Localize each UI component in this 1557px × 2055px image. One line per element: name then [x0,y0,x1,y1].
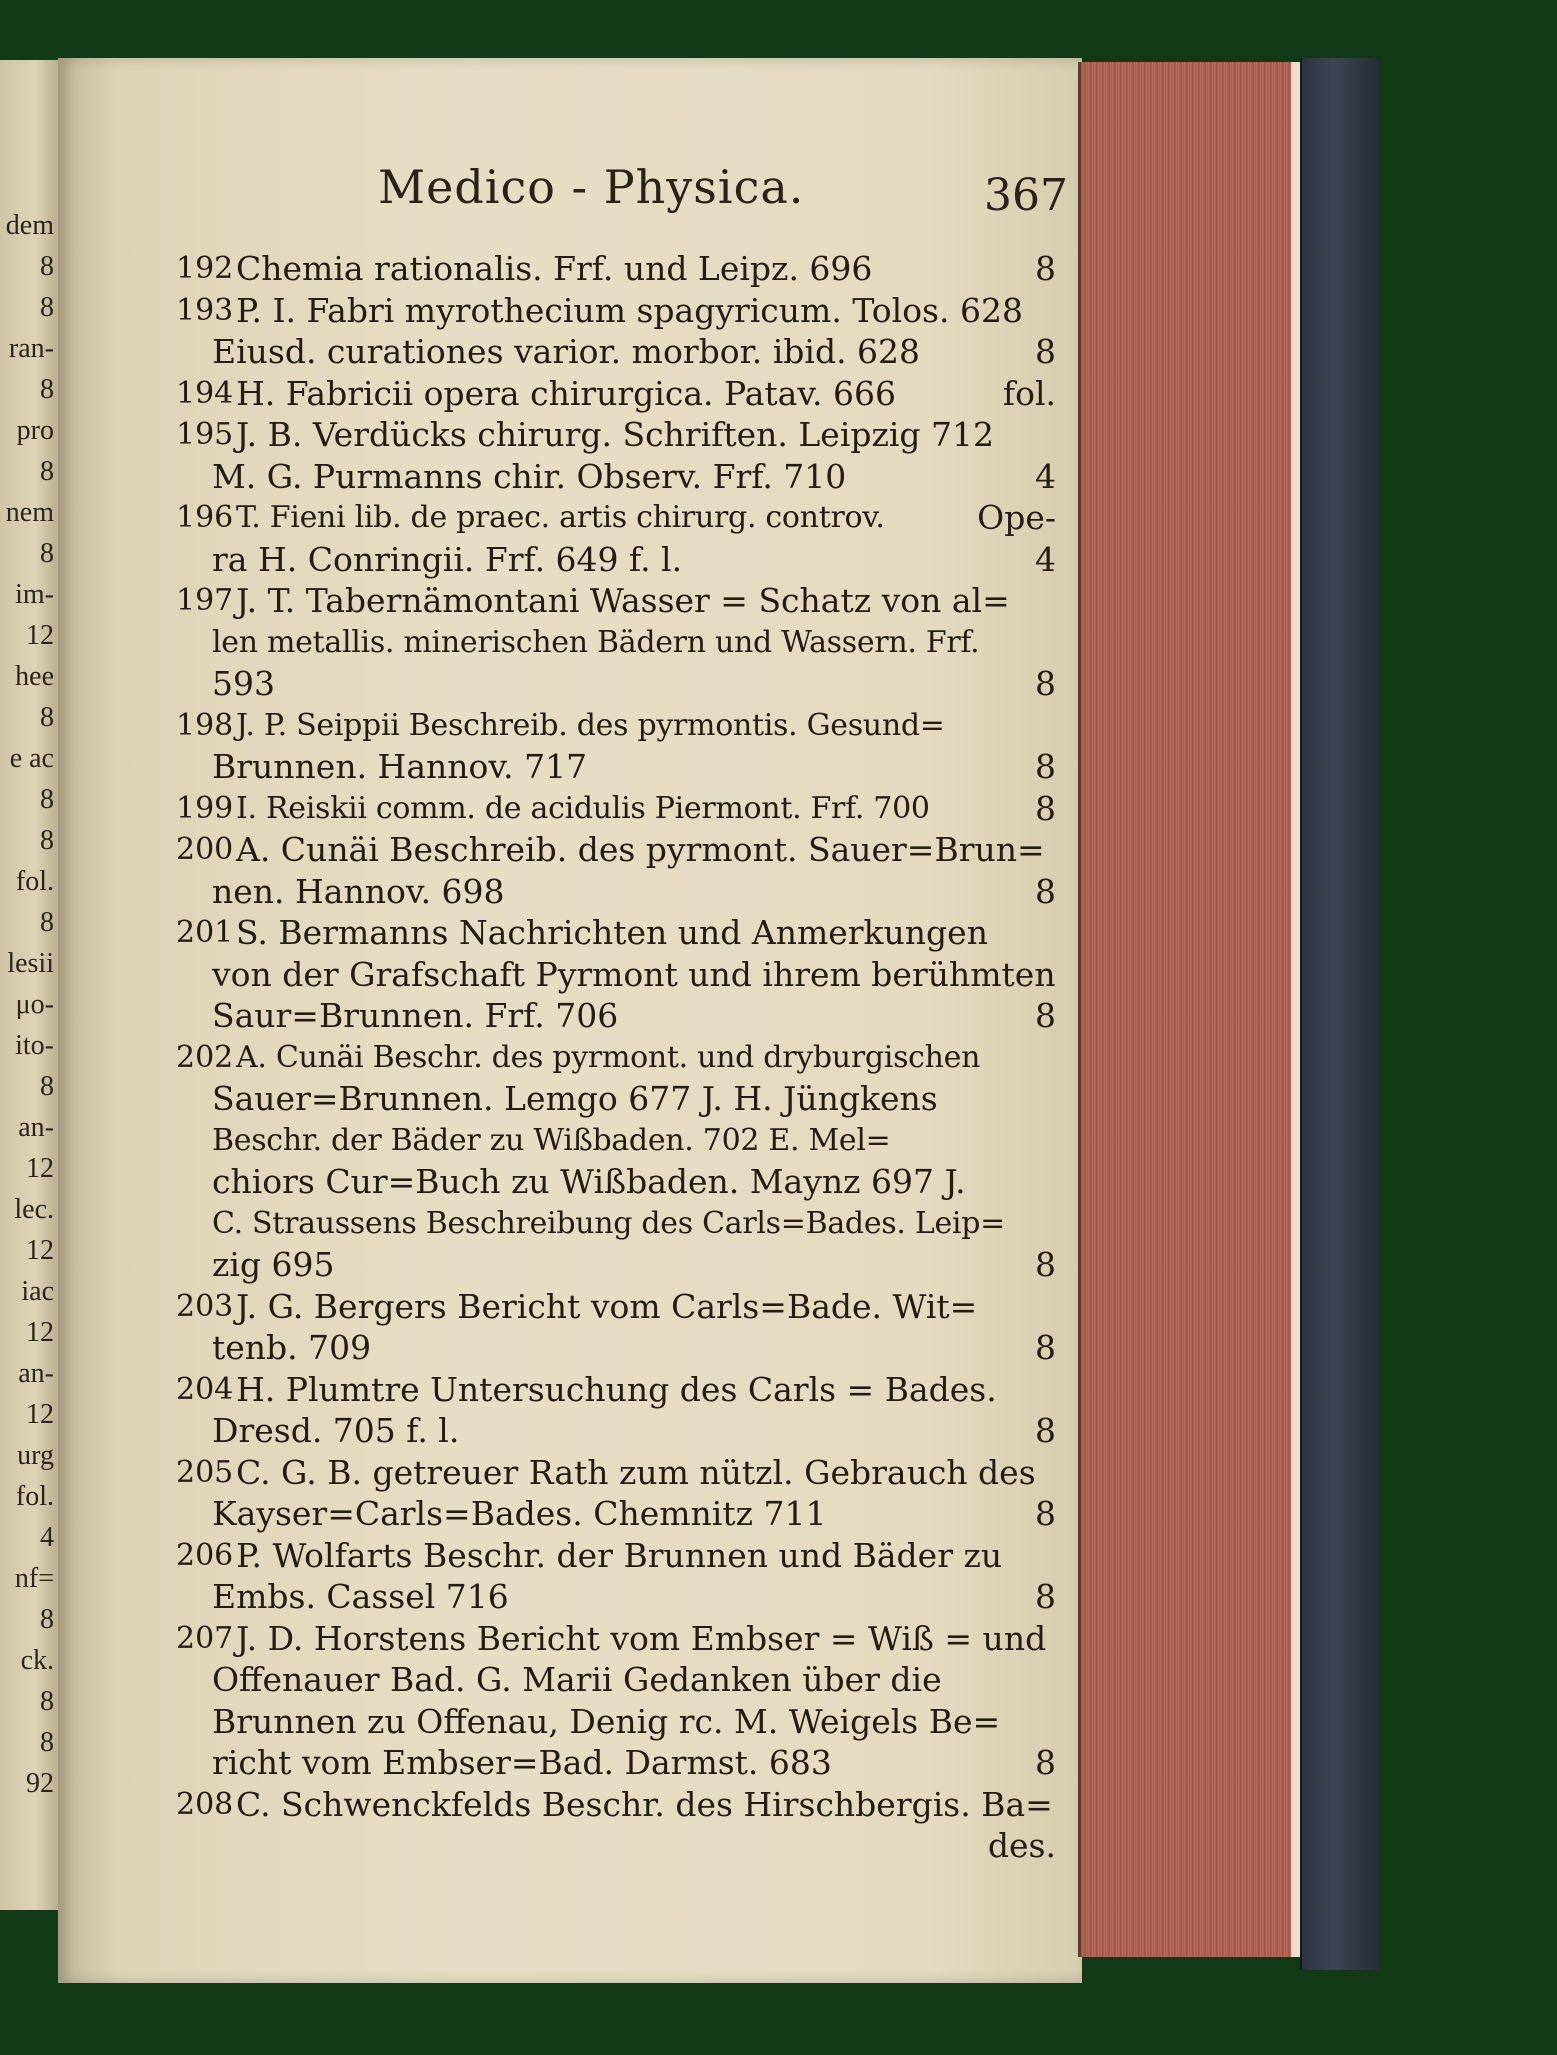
facing-page-fragment: 8 [40,1604,54,1635]
book-fore-edge [1078,62,1313,1957]
entry-number: 197 [176,583,234,618]
facing-page-fragment: lesii [7,948,54,979]
entry-format: 8 [1035,1494,1056,1533]
entry-continuation: Beschr. der Bäder zu Wißbaden. 702 E. Mel= [212,1122,891,1158]
entry-format: 8 [1035,332,1056,371]
entry-continuation: Eiusd. curationes varior. morbor. ibid. 628 [212,332,921,371]
entry-number: 198 [176,707,234,743]
facing-page-fragment: urg [17,1440,54,1471]
facing-page-fragment: 8 [40,251,54,282]
entry-number: 200 [176,832,234,867]
facing-page-fragment: 8 [40,702,54,733]
entry-number: 195 [176,417,234,452]
page-number: 367 [984,170,1068,221]
facing-page-fragment: 8 [40,1071,54,1102]
book-cover [1300,58,1380,1970]
entry-number: 196 [176,500,234,535]
catalog-line [176,705,1056,747]
entry-format: 8 [1035,1411,1056,1450]
entry-continuation: Kayser=Carls=Bades. Chemnitz 711 [212,1494,827,1533]
page-header [378,160,1078,230]
catalog-line [176,912,1056,954]
entry-continuation: Embs. Cassel 716 [212,1577,509,1616]
entry-text: J. B. Verdücks chirurg. Schriften. Leipzig 712 [236,415,995,454]
facing-page-fragment: an- [18,1358,54,1389]
catalog-line [176,1203,1056,1245]
catalog-line [176,414,1056,456]
catalog-line [176,1078,1056,1120]
entry-format: 8 [1035,788,1056,828]
catalog-line [176,497,1056,539]
catalog-line [176,1120,1056,1162]
entry-continuation: ra H. Conringii. Frf. 649 f. l. [212,539,683,579]
entry-continuation: chiors Cur=Buch zu Wißbaden. Maynz 697 J. [212,1162,966,1201]
entry-text: P. Wolfarts Beschr. der Brunnen und Bäder zu [236,1535,1003,1575]
facing-page-fragment: an- [18,1112,54,1143]
entry-text: J. P. Seippii Beschreib. des pyrmontis. Gesund= [236,707,945,743]
entry-number: 194 [176,375,234,411]
entry-format: 8 [1035,1577,1056,1616]
entry-continuation: richt vom Embser=Bad. Darmst. 683 [212,1743,832,1782]
entry-number: 204 [176,1371,234,1407]
catalog-line [176,1618,1056,1660]
entry-continuation: nen. Hannov. 698 [212,871,505,911]
entry-format: 8 [1035,664,1056,703]
catalog-line [176,1825,1056,1867]
catalog-line [176,1037,1056,1079]
facing-page-fragment: 8 [40,374,54,405]
catalog-line [176,331,1056,373]
facing-page-fragment: 8 [40,1686,54,1717]
facing-page-fragment: ran- [8,333,54,364]
entry-continuation: tenb. 709 [212,1328,372,1367]
entry-continuation: len metallis. minerischen Bädern und Wassern. Frf. [212,624,980,660]
facing-page-fragment: 12 [26,1153,54,1184]
facing-page-fragment: im- [15,579,54,610]
facing-page-fragment: ck. [20,1645,54,1676]
facing-page-fragment: e ac [9,743,54,774]
catalog-line [176,456,1056,498]
catalog-line [176,1410,1056,1452]
entry-continuation: C. Straussens Beschreibung des Carls=Bades. Leip= [212,1205,1005,1241]
entry-text: C. Schwenckfelds Beschr. des Hirschbergis. Ba= [236,1784,1053,1824]
facing-page-fragment: μο- [15,989,54,1020]
catalog-line [176,1659,1056,1701]
running-title: Medico - Physica. [378,160,805,214]
entry-format: Ope- [977,498,1056,537]
catalog-line [176,1535,1056,1577]
entry-number: 193 [176,292,234,328]
catalog-line [176,995,1056,1037]
entry-number: 206 [176,1537,234,1573]
catalog-line [176,1493,1056,1535]
catalog-line [176,829,1056,871]
entry-format: fol. [1002,373,1056,413]
facing-page-fragment: 12 [26,620,54,651]
entry-continuation: zig 695 [212,1245,335,1284]
entry-text: I. Reiskii comm. de acidulis Piermont. Frf. 700 [236,790,930,826]
catalog-line [176,1701,1056,1743]
catalog-line [176,622,1056,664]
entry-text: J. T. Tabernämontani Wasser = Schatz von al= [236,581,1010,620]
entry-format: 4 [1035,539,1056,579]
facing-page-fragment: 8 [40,825,54,856]
entry-text: P. I. Fabri myrothecium spagyricum. Tolos. 628 [236,290,1023,330]
catalog-line [176,788,1056,830]
entry-continuation: Brunnen zu Offenau, Denig rc. M. Weigels Be= [212,1701,1001,1741]
entry-text: J. G. Bergers Bericht vom Carls=Bade. Wit= [236,1286,978,1326]
entry-text: S. Bermanns Nachrichten und Anmerkungen [236,913,988,952]
catalog-line [176,746,1056,788]
entry-format: 8 [1035,1245,1056,1284]
entry-format: 8 [1035,996,1056,1035]
facing-page-fragment: 12 [26,1235,54,1266]
entry-text: C. G. B. getreuer Rath zum nützl. Gebrauch des [236,1452,1036,1492]
facing-page-fragment: hee [15,661,54,692]
facing-page-fragment: 8 [40,456,54,487]
entry-continuation: von der Grafschaft Pyrmont und ihrem berühmten [212,954,1056,994]
entry-format: 8 [1035,1328,1056,1367]
facing-page-fragment: 8 [40,784,54,815]
facing-page-fragment: dem [5,210,54,241]
catalog-line [176,248,1056,290]
entry-text: A. Cunäi Beschreib. des pyrmont. Sauer=Brun= [236,830,1045,869]
catalog-line [176,1784,1056,1826]
facing-page-fragment: fol. [15,866,54,897]
entry-continuation: M. G. Purmanns chir. Observ. Frf. 710 [212,456,847,496]
entry-number: 202 [176,1039,234,1075]
catalog-line [176,1742,1056,1784]
catalog-line [176,871,1056,913]
catalog-line [176,1327,1056,1369]
facing-page-fragment: 8 [40,907,54,938]
facing-page-fragment: 92 [26,1768,54,1799]
facing-page-fragment: 12 [26,1317,54,1348]
entry-continuation: Offenauer Bad. G. Marii Gedanken über die [212,1660,942,1699]
facing-page-edge [0,60,60,1910]
facing-page-fragment: 8 [40,292,54,323]
catalog-line [176,1244,1056,1286]
entry-text: A. Cunäi Beschr. des pyrmont. und dryburgischen [236,1039,981,1075]
entry-format: des. [987,1826,1056,1865]
entry-continuation: Saur=Brunnen. Frf. 706 [212,996,619,1035]
entry-format: 8 [1035,1743,1056,1782]
entry-number: 199 [176,790,234,826]
facing-page-fragment: ito- [15,1030,54,1061]
facing-page-fragment: pro [16,415,54,446]
entry-number: 208 [176,1786,234,1822]
entry-continuation: Dresd. 705 f. l. [212,1411,460,1450]
catalog-line [176,1369,1056,1411]
facing-page-fragment: 12 [26,1399,54,1430]
entry-number: 203 [176,1288,234,1324]
facing-page-fragment: fol. [15,1481,54,1512]
catalog-line [176,663,1056,705]
facing-page-fragment: 4 [40,1522,54,1553]
entry-text: H. Fabricii opera chirurgica. Patav. 666 [236,373,897,413]
facing-page-fragment: nem [5,497,54,528]
entry-format: 8 [1035,249,1056,288]
facing-page-fragment: 8 [40,1727,54,1758]
entry-number: 205 [176,1454,234,1490]
entry-text: T. Fieni lib. de praec. artis chirurg. controv. [236,500,885,535]
entry-text: Chemia rationalis. Frf. und Leipz. 696 [236,249,873,288]
catalog-line [176,539,1056,581]
entry-text: H. Plumtre Untersuchung des Carls = Bades. [236,1369,997,1409]
catalog-line [176,1286,1056,1328]
catalog-line [176,290,1056,332]
catalog-line [176,580,1056,622]
entry-continuation: 593 [212,664,275,703]
entry-number: 192 [176,251,234,286]
facing-page-fragment: iac [21,1276,54,1307]
catalog-line [176,1452,1056,1494]
entry-format: 4 [1035,456,1056,496]
facing-page-fragment: lec. [14,1194,54,1225]
entry-number: 201 [176,915,234,950]
facing-page-fragment: 8 [40,538,54,569]
book-page [58,58,1082,1983]
entry-continuation: Brunnen. Hannov. 717 [212,747,588,786]
entry-format: 8 [1035,747,1056,786]
facing-page-fragment: nf= [14,1563,54,1594]
catalog-line [176,1161,1056,1203]
catalog-line [176,373,1056,415]
entry-continuation: Sauer=Brunnen. Lemgo 677 J. H. Jüngkens [212,1079,938,1118]
catalog-line [176,954,1056,996]
entry-number: 207 [176,1620,234,1656]
catalog-entries [176,248,1056,1867]
entry-text: J. D. Horstens Bericht vom Embser = Wiß = und [236,1618,1047,1658]
entry-format: 8 [1035,871,1056,911]
catalog-line [176,1576,1056,1618]
